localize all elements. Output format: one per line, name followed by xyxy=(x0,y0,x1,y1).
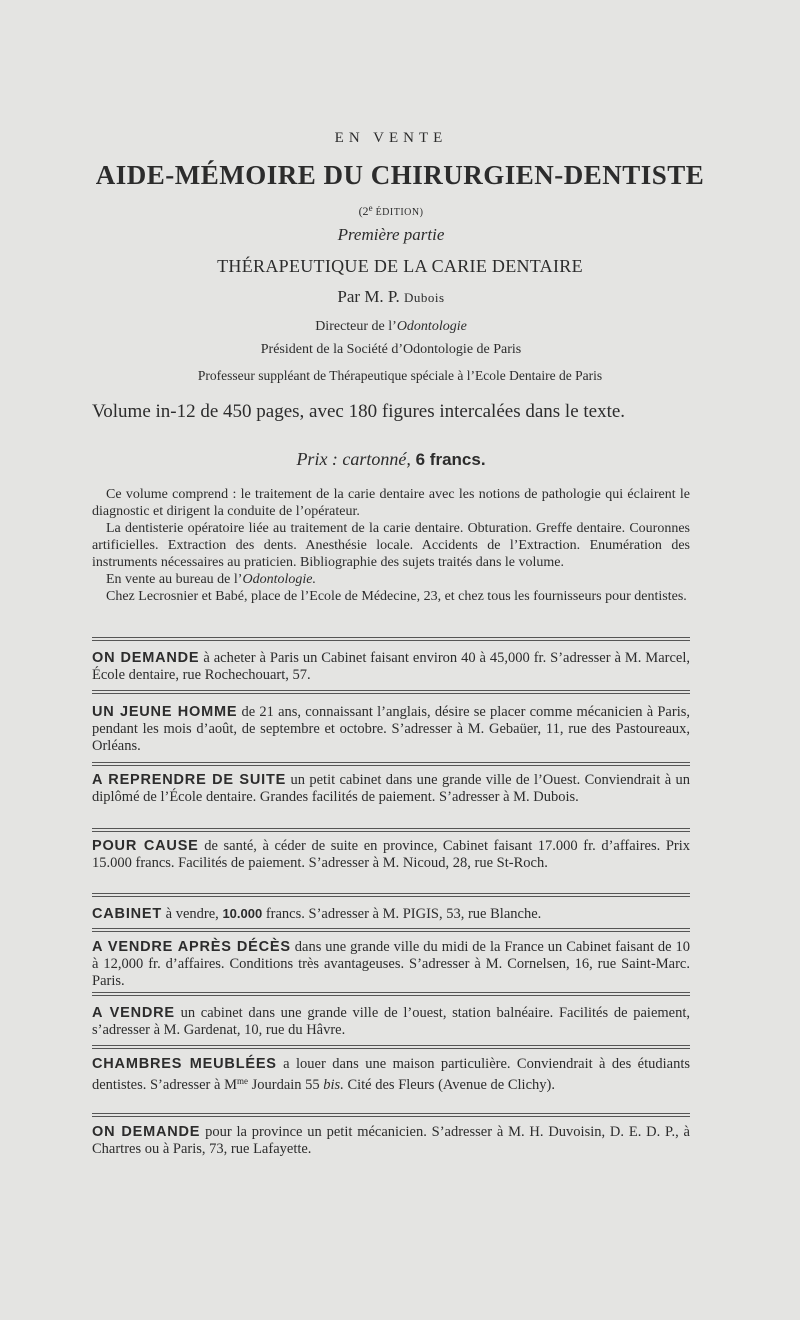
divider xyxy=(92,690,690,694)
ad-text: pour la province un petit mécanicien. S’adresser à M. H. Duvoisin, D. E. D. P., à Chartres ou à Paris, 73, rue Lafayette. xyxy=(92,1124,690,1157)
divider xyxy=(92,1113,690,1117)
divider xyxy=(92,637,690,641)
edition-sup: e xyxy=(368,203,373,213)
ad-heading: UN JEUNE HOMME xyxy=(92,704,238,720)
edition-open: (2 xyxy=(358,204,369,218)
contents-paragraph-4: Chez Lecrosnier et Babé, place de l’Ecole de Médecine, 23, et chez tous les fournisseurs pour dentistes. xyxy=(106,589,687,604)
ad-jeune-homme xyxy=(92,704,690,755)
price-value: 6 francs. xyxy=(410,450,486,469)
author-role-1 xyxy=(92,319,690,335)
ad-cabinet xyxy=(92,905,690,923)
author-role-2: Président de la Société d’Odontologie de Paris xyxy=(260,342,522,357)
ad-heading: A REPRENDRE DE SUITE xyxy=(92,772,287,788)
role1-italic: Odontologie xyxy=(396,319,467,334)
divider xyxy=(92,992,690,996)
price-line xyxy=(92,449,690,470)
ad-chambres-meublees xyxy=(92,1056,690,1094)
divider xyxy=(92,1045,690,1049)
ad-text: à acheter à Paris un Cabinet faisant environ 40 à 45,000 fr. S’adresser à M. Marcel, École dentaire, rue Rochechouart, 57. xyxy=(92,650,690,683)
ad-heading: A VENDRE xyxy=(92,1005,175,1021)
ad-amount: 10.000 xyxy=(222,906,263,921)
author-prefix: Par M. P. xyxy=(337,287,405,306)
ad-text: de 21 ans, connaissant l’anglais, désire se placer comme mécanicien à Paris, pendant les mois d’août, de septembre et octobre. S’adresser à M. Gebaüer, 11, rue des Pastoureaux, Orléans. xyxy=(92,704,690,754)
ad-sup: me xyxy=(236,1076,248,1086)
author-name: Dubois xyxy=(404,290,445,305)
author-line xyxy=(92,287,690,307)
divider xyxy=(92,762,690,766)
book-title: AIDE-MÉMOIRE DU CHIRURGIEN-DENTISTE xyxy=(95,160,705,190)
p3-text: En vente au bureau de l’ xyxy=(106,572,243,587)
ad-on-demande-2 xyxy=(92,1124,690,1158)
edition-rest: ÉDITION) xyxy=(372,207,424,218)
edition-line xyxy=(92,203,690,219)
ad-heading: CHAMBRES MEUBLÉES xyxy=(92,1056,277,1072)
divider xyxy=(92,893,690,897)
price-label: Prix : cartonné, xyxy=(296,449,411,469)
contents-paragraph-3 xyxy=(92,571,690,588)
ad-text: un cabinet dans une grande ville de l’ouest, station balnéaire. Facilités de paiement, s’adresser à M. Gardenat, 10, rue du Hâvre. xyxy=(92,1005,690,1038)
ad-text-b: francs. S’adresser à M. PIGIS, 53, rue Blanche. xyxy=(262,906,542,922)
book-contents xyxy=(92,486,690,605)
ad-heading: CABINET xyxy=(92,906,163,922)
ad-a-vendre xyxy=(92,1005,690,1039)
ad-on-demande-1 xyxy=(92,650,690,684)
en-vente-heading: EN VENTE xyxy=(334,130,448,146)
ad-heading: ON DEMANDE xyxy=(92,1124,201,1140)
ad-text-c: Cité des Fleurs (Avenue de Clichy). xyxy=(343,1077,555,1093)
subject-title: THÉRAPEUTIQUE DE LA CARIE DENTAIRE xyxy=(217,256,583,276)
ad-text: dans une grande ville du midi de la France un Cabinet faisant de 10 à 12,000 fr. d’affaires. Conditions très avantageuses. S’adresser à M. Cornelsen, 16, rue Saint-Marc. Paris. xyxy=(92,939,691,989)
ad-text-a: à vendre, xyxy=(162,906,223,922)
divider xyxy=(92,828,690,832)
ad-italic: bis. xyxy=(323,1077,344,1093)
p3-italic: Odontologie. xyxy=(242,572,316,587)
ad-text: un petit cabinet dans une grande ville de l’Ouest. Conviendrait à un diplômé de l’École dentaire. Grandes facilités de paiement. S’adresser à M. Dubois. xyxy=(92,772,690,805)
contents-paragraph-2: La dentisterie opératoire liée au traitement de la carie dentaire. Obturation. Greffe dentaire. Couronnes artificielles. Extraction des dents. Anesthésie locale. Accidents de l’Extraction. Enumération des instruments nécessaires au praticien. Bibliographie des sujets traités dans le volume. xyxy=(92,521,690,570)
ad-a-vendre-apres-deces xyxy=(92,939,690,990)
ad-text: de santé, à céder de suite en province, Cabinet faisant 17.000 fr. d’affaires. Prix 15.000 francs. Facilités de paiement. S’adresser à M. Nicoud, 28, rue St-Roch. xyxy=(92,838,690,871)
author-role-3: Professeur suppléant de Thérapeutique spéciale à l’Ecole Dentaire de Paris xyxy=(197,368,603,383)
ad-a-reprendre xyxy=(92,772,690,806)
contents-paragraph-1: Ce volume comprend : le traitement de la carie dentaire avec les notions de pathologie qui éclairent le diagnostic et dirigent la conduite de l’opérateur. xyxy=(92,487,690,519)
ad-pour-cause xyxy=(92,838,690,872)
ad-heading: ON DEMANDE xyxy=(92,650,200,666)
ad-text-a: a louer dans une maison particulière. Conviendrait à des étudiants dentistes. S’adresser à M xyxy=(92,1056,690,1093)
ad-text-b: Jourdain 55 xyxy=(247,1077,324,1093)
partie-line: Première partie xyxy=(337,225,445,244)
ad-heading: POUR CAUSE xyxy=(92,838,199,854)
divider xyxy=(92,928,690,932)
ad-heading: A VENDRE APRÈS DÉCÈS xyxy=(92,939,291,955)
role1-text: Directeur de l’ xyxy=(315,319,397,334)
volume-description: Volume in-12 de 450 pages, avec 180 figures intercalées dans le texte. xyxy=(92,401,626,422)
